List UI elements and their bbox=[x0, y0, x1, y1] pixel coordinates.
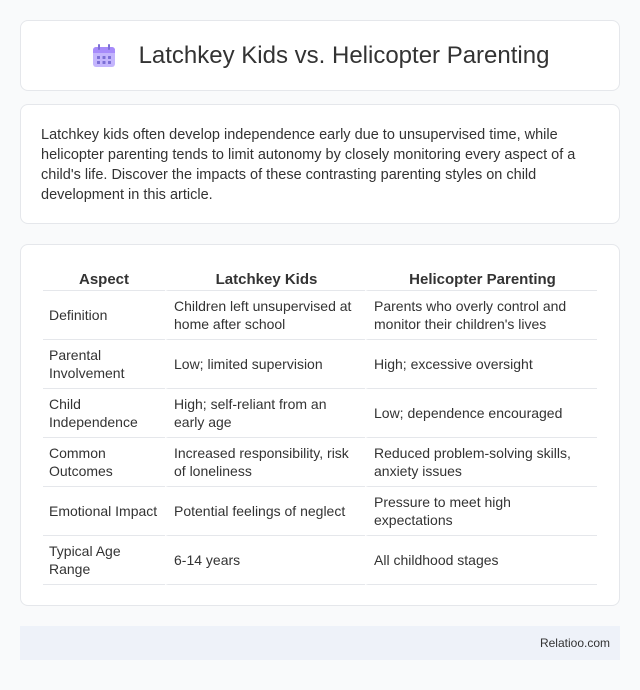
row-aspect: Parental Involvement bbox=[43, 340, 165, 389]
table-row bbox=[43, 487, 597, 536]
row-aspect: Typical Age Range bbox=[43, 536, 165, 585]
header-latchkey-kids: Latchkey Kids bbox=[165, 265, 365, 291]
row-helicopter: Low; dependence encouraged bbox=[365, 389, 597, 438]
row-helicopter: Reduced problem-solving skills, anxiety issues bbox=[365, 438, 597, 487]
row-latchkey: 6-14 years bbox=[165, 536, 365, 585]
row-aspect: Definition bbox=[43, 291, 165, 340]
row-helicopter: All childhood stages bbox=[365, 536, 597, 585]
table-row bbox=[43, 291, 597, 340]
comparison-card bbox=[20, 244, 620, 606]
row-aspect: Emotional Impact bbox=[43, 487, 165, 536]
row-helicopter: Pressure to meet high expectations bbox=[365, 487, 597, 536]
comparison-table bbox=[43, 265, 597, 585]
header-helicopter-parenting: Helicopter Parenting bbox=[365, 265, 597, 291]
row-aspect: Child Independence bbox=[43, 389, 165, 438]
row-aspect: Common Outcomes bbox=[43, 438, 165, 487]
row-helicopter: Parents who overly control and monitor their children's lives bbox=[365, 291, 597, 340]
row-latchkey: Children left unsupervised at home after school bbox=[165, 291, 365, 340]
intro-paragraph: Latchkey kids often develop independence early due to unsupervised time, while helicopter parenting tends to limit autonomy by closely monitoring every aspect of a child's life. Discover the impacts of these contrasting parenting styles on child development in this article. bbox=[41, 127, 576, 203]
title-card bbox=[20, 20, 620, 91]
row-latchkey: Low; limited supervision bbox=[165, 340, 365, 389]
footer bbox=[20, 626, 620, 660]
table-row bbox=[43, 438, 597, 487]
header-aspect: Aspect bbox=[43, 265, 165, 291]
row-latchkey: Potential feelings of neglect bbox=[165, 487, 365, 536]
title-wrap bbox=[91, 42, 550, 70]
intro-card bbox=[20, 104, 620, 224]
row-latchkey: Increased responsibility, risk of loneliness bbox=[165, 438, 365, 487]
row-helicopter: High; excessive oversight bbox=[365, 340, 597, 389]
table-row bbox=[43, 389, 597, 438]
page-title: Latchkey Kids vs. Helicopter Parenting bbox=[138, 41, 550, 69]
footer-site-label: Relatioo.com bbox=[539, 636, 610, 650]
calendar-icon bbox=[91, 43, 117, 69]
table-header-row bbox=[43, 265, 597, 291]
table-row bbox=[43, 536, 597, 585]
row-latchkey: High; self-reliant from an early age bbox=[165, 389, 365, 438]
table-row bbox=[43, 340, 597, 389]
